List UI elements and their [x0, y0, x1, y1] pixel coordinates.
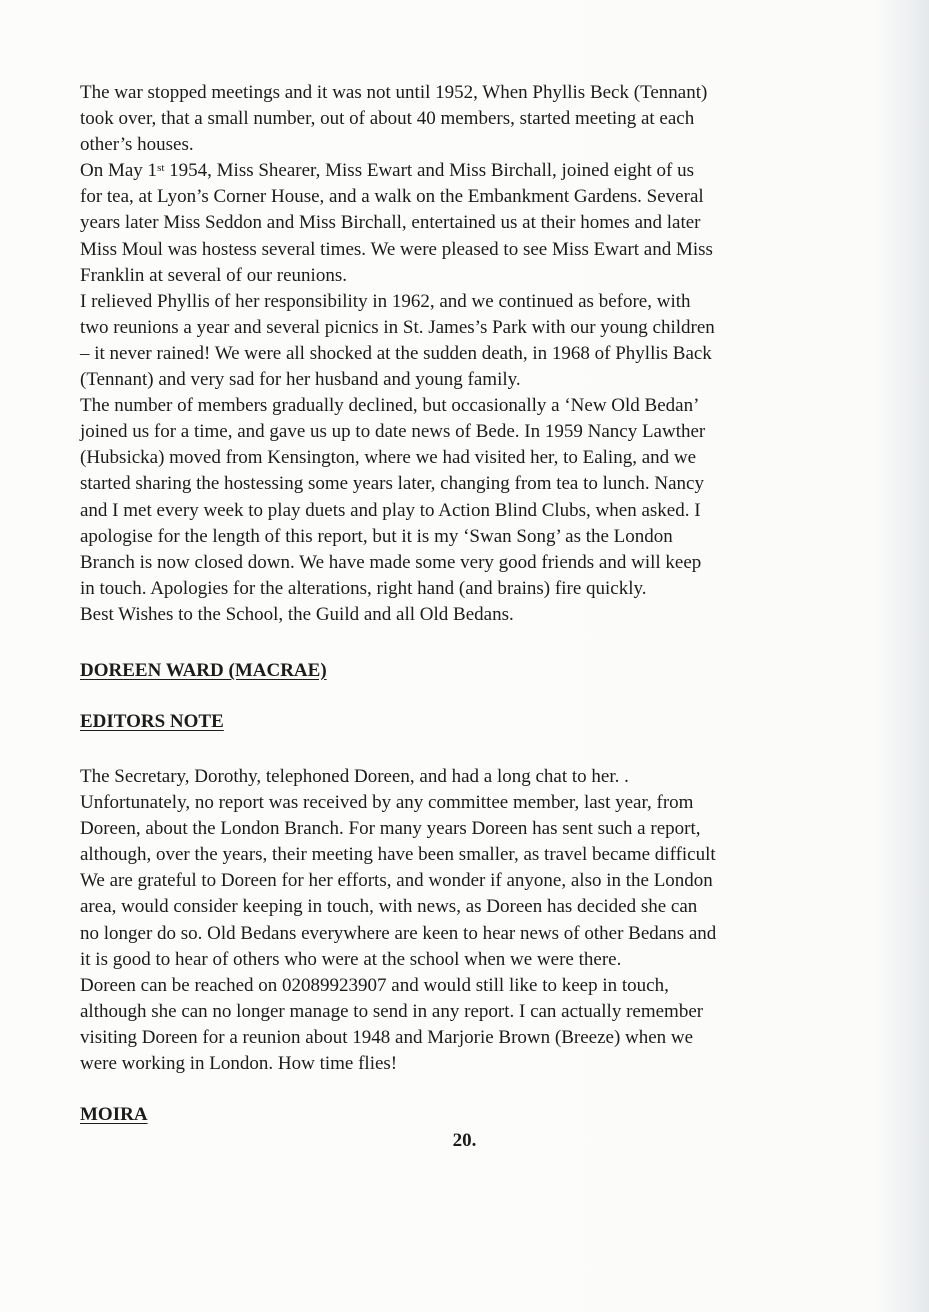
text-line: The war stopped meetings and it was not until 1952, When Phyllis Beck (Tennant)	[80, 82, 708, 103]
text-line: The number of members gradually declined, but occasionally a ‘New Old Bedan’	[80, 395, 700, 417]
text-line: (Tennant) and very sad for her husband and young family.	[80, 369, 521, 391]
text-line: Miss Moul was hostess several times. We were pleased to see Miss Ewart and Miss	[80, 238, 713, 260]
text-line: it is good to hear of others who were at the school when we were there.	[80, 948, 622, 970]
signature-moira: MOIRA	[80, 1104, 148, 1125]
signature-doreen: DOREEN WARD (MACRAE)	[80, 660, 327, 681]
text-fragment: 1954, Miss Shearer, Miss Ewart and Miss Birchall, joined eight of us	[164, 160, 695, 182]
text-line: We are grateful to Doreen for her efforts, and wonder if anyone, also in the London	[80, 870, 713, 892]
page-number: 20.	[452, 1130, 477, 1151]
text-line: area, would consider keeping in touch, with news, as Doreen has decided she can	[80, 896, 698, 918]
text-line: Branch is now closed down. We have made some very good friends and will keep	[80, 551, 702, 573]
text-line: no longer do so. Old Bedans everywhere are keen to hear news of other Bedans and	[80, 922, 717, 944]
text-line: Doreen can be reached on 02089923907 and would still like to keep in touch,	[80, 974, 669, 996]
text-line: in touch. Apologies for the alterations, right hand (and brains) fire quickly.	[80, 577, 647, 599]
text-line: took over, that a small number, out of about 40 members, started meeting at each	[80, 108, 695, 130]
text-line: started sharing the hostessing some years later, changing from tea to lunch. Nancy	[80, 473, 704, 495]
text-line: apologise for the length of this report, but it is my ‘Swan Song’ as the London	[80, 525, 673, 547]
text-line: years later Miss Seddon and Miss Birchall, entertained us at their homes and later	[80, 212, 701, 234]
editors-note-heading: EDITORS NOTE	[80, 711, 224, 732]
text-line: (Hubsicka) moved from Kensington, where we had visited her, to Ealing, and we	[80, 447, 697, 469]
text-line: visiting Doreen for a reunion about 1948 and Marjorie Brown (Breeze) when we	[80, 1026, 694, 1048]
text-line: Best Wishes to the School, the Guild and all Old Bedans.	[80, 603, 514, 625]
text-fragment: On May 1	[80, 160, 158, 182]
text-line: Franklin at several of our reunions.	[80, 264, 347, 286]
ordinal-suffix: st	[157, 162, 165, 175]
report-body	[80, 80, 870, 628]
editors-note-body	[80, 764, 870, 1077]
text-line	[80, 158, 870, 184]
text-line: I relieved Phyllis of her responsibility in 1962, and we continued as before, with	[80, 290, 691, 312]
text-line: Doreen, about the London Branch. For many years Doreen has sent such a report,	[80, 818, 701, 840]
text-line: although, over the years, their meeting have been smaller, as travel became difficult	[80, 844, 716, 866]
text-line: although she can no longer manage to send in any report. I can actually remember	[80, 1000, 704, 1022]
text-line: The Secretary, Dorothy, telephoned Doreen, and had a long chat to her. .	[80, 766, 629, 787]
text-line: two reunions a year and several picnics in St. James’s Park with our young children	[80, 316, 715, 338]
text-line: – it never rained! We were all shocked at the sudden death, in 1968 of Phyllis Back	[80, 342, 712, 364]
text-line: and I met every week to play duets and play to Action Blind Clubs, when asked. I	[80, 499, 701, 521]
text-line: were working in London. How time flies!	[80, 1053, 398, 1075]
text-line: Unfortunately, no report was received by any committee member, last year, from	[80, 792, 694, 814]
text-line: for tea, at Lyon’s Corner House, and a walk on the Embankment Gardens. Several	[80, 186, 704, 208]
text-line: other’s houses.	[80, 134, 194, 156]
text-line: joined us for a time, and gave us up to date news of Bede. In 1959 Nancy Lawther	[80, 421, 706, 443]
